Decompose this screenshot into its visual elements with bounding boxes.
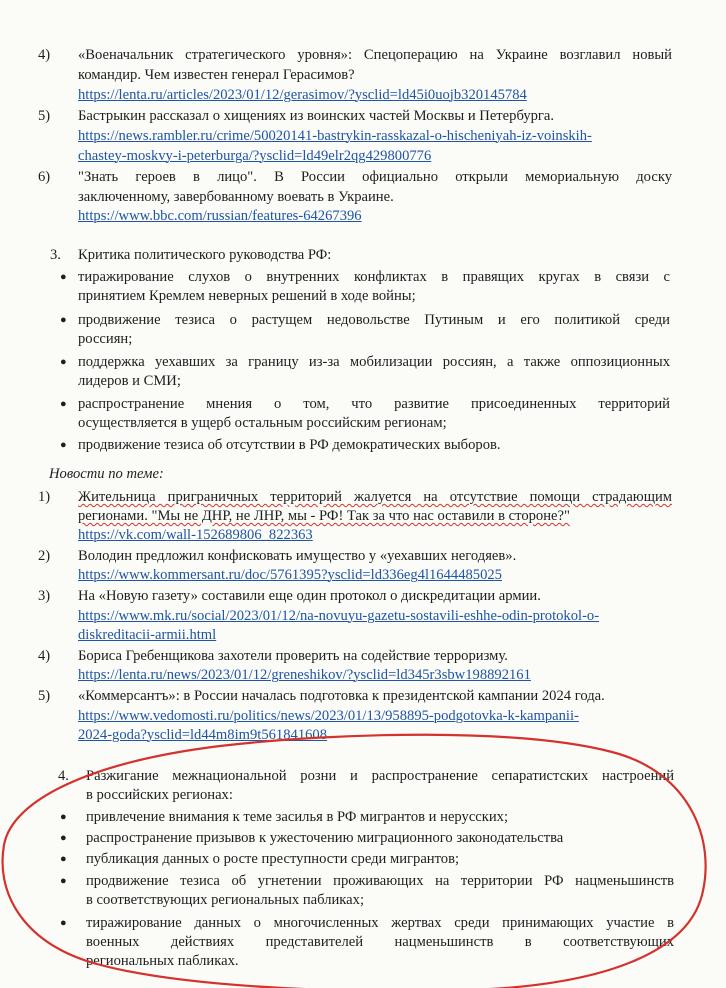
bullet-icon: ● — [60, 314, 67, 326]
bullet-text: распространение мнения о том, что развитие присоединенных территорий — [78, 396, 670, 412]
bullet-text: в соответствующих региональных пабликах; — [86, 892, 364, 908]
bullet-icon: ● — [60, 917, 67, 929]
section-number: 4. — [58, 768, 69, 784]
bullet-icon: ● — [60, 853, 67, 865]
section-title: Критика политического руководства РФ: — [78, 247, 332, 263]
bullet-text: тиражирование данных о многочисленных жертвах среди принимающих участие в — [86, 915, 674, 931]
bullet-text: публикация данных о росте преступности среди мигрантов; — [86, 851, 460, 867]
list-item-text: «Коммерсантъ»: в России началась подготовка к президентской кампании 2024 года. — [78, 688, 605, 704]
source-link[interactable]: https://www.mk.ru/social/2023/01/12/na-novuyu-gazetu-sostavili-eshhe-odin-protokol-o- — [78, 608, 600, 624]
list-number: 3) — [38, 588, 51, 604]
source-link[interactable]: chastey-moskvy-i-peterburga/?ysclid=ld49elr2qg429800776 — [78, 148, 432, 164]
list-number: 6) — [38, 169, 51, 185]
bullet-text: поддержка уехавших за границу из-за мобилизации россиян, а также оппозиционных — [78, 354, 670, 370]
bullet-text: продвижение тезиса о растущем недовольстве Путиным и его политикой среди — [78, 312, 670, 328]
list-item-text: Володин предложил конфисковать имущество у «уехавших негодяев». — [78, 548, 517, 564]
section-title: в российских регионах: — [86, 787, 233, 803]
bullet-icon: ● — [60, 811, 67, 823]
bullet-text: тиражирование слухов о внутренних конфликтах в правящих кругах в связи с — [78, 269, 670, 285]
list-number: 2) — [38, 548, 51, 564]
bullet-text: региональных пабликах. — [86, 953, 239, 969]
bullet-text: россиян; — [78, 331, 133, 347]
list-item-text: Жительница приграничных территорий жалуется на отсутствие помощи страдающим — [78, 489, 672, 505]
list-number: 4) — [38, 648, 51, 664]
source-link[interactable]: https://www.bbc.com/russian/features-64267396 — [78, 208, 362, 224]
bullet-text: продвижение тезиса об отсутствии в РФ демократических выборов. — [78, 437, 501, 453]
list-number: 5) — [38, 688, 51, 704]
bullet-icon: ● — [60, 875, 67, 887]
source-link[interactable]: https://www.kommersant.ru/doc/5761395?ysclid=ld336eg4l1644485025 — [78, 567, 502, 583]
bullet-icon: ● — [60, 271, 67, 283]
source-link[interactable]: https://vk.com/wall-152689806_822363 — [78, 527, 313, 543]
source-link[interactable]: https://lenta.ru/news/2023/01/12/greneshikov/?ysclid=ld345r3sbw198892161 — [78, 667, 531, 683]
list-item-text: заключенному, завербованному воевать в Украине. — [78, 189, 394, 205]
list-number: 1) — [38, 489, 51, 505]
bullet-text: лидеров и СМИ; — [78, 373, 181, 389]
list-number: 5) — [38, 108, 51, 124]
list-item-text: регионами. "Мы не ДНР, не ЛНР, мы - РФ! Так за что нас оставили в стороне?" — [78, 508, 570, 524]
section-number: 3. — [50, 247, 61, 263]
news-heading: Новости по теме: — [49, 466, 164, 482]
source-link[interactable]: https://lenta.ru/articles/2023/01/12/gerasimov/?ysclid=ld45i0uojb320145784 — [78, 87, 527, 103]
list-item-text: На «Новую газету» составили еще один протокол о дискредитации армии. — [78, 588, 541, 604]
source-link[interactable]: 2024-goda?ysclid=ld44m8im9t561841608 — [78, 727, 328, 743]
source-link[interactable]: https://news.rambler.ru/crime/50020141-bastrykin-rasskazal-o-hischeniyah-iz-voinskih- — [78, 128, 592, 144]
bullet-text: привлечение внимания к теме засилья в РФ мигрантов и нерусских; — [86, 809, 509, 825]
list-item-text: Бастрыкин рассказал о хищениях из воинских частей Москвы и Петербурга. — [78, 108, 555, 124]
bullet-icon: ● — [60, 398, 67, 410]
source-link[interactable]: https://www.vedomosti.ru/politics/news/2023/01/13/958895-podgotovka-k-kampanii- — [78, 708, 579, 724]
list-item-text: "Знать героев в лицо". В России официально открыли мемориальную доску — [78, 169, 672, 185]
bullet-icon: ● — [60, 832, 67, 844]
source-link[interactable]: diskreditacii-armii.html — [78, 627, 217, 643]
list-number: 4) — [38, 47, 51, 63]
bullet-icon: ● — [60, 439, 67, 451]
list-item-text: «Военачальник стратегического уровня»: Спецоперацию на Украине возглавил новый — [78, 47, 672, 63]
bullet-text: военных действиях представителей нацменьшинств в соответствующих — [86, 934, 674, 950]
bullet-icon: ● — [60, 356, 67, 368]
section-title: Разжигание межнациональной розни и распространение сепаратистских настроений — [86, 768, 674, 784]
list-item-text: командир. Чем известен генерал Герасимов? — [78, 67, 355, 83]
bullet-text: распространение призывов к ужесточению миграционного законодательства — [86, 830, 564, 846]
list-item-text: Бориса Гребенщикова захотели проверить на содействие терроризму. — [78, 648, 508, 664]
bullet-text: принятием Кремлем неверных решений в ходе войны; — [78, 288, 416, 304]
bullet-text: осуществляется в ущерб остальным российским регионам; — [78, 415, 447, 431]
bullet-text: продвижение тезиса об угнетении проживающих на территории РФ нацменьшинств — [86, 873, 674, 889]
